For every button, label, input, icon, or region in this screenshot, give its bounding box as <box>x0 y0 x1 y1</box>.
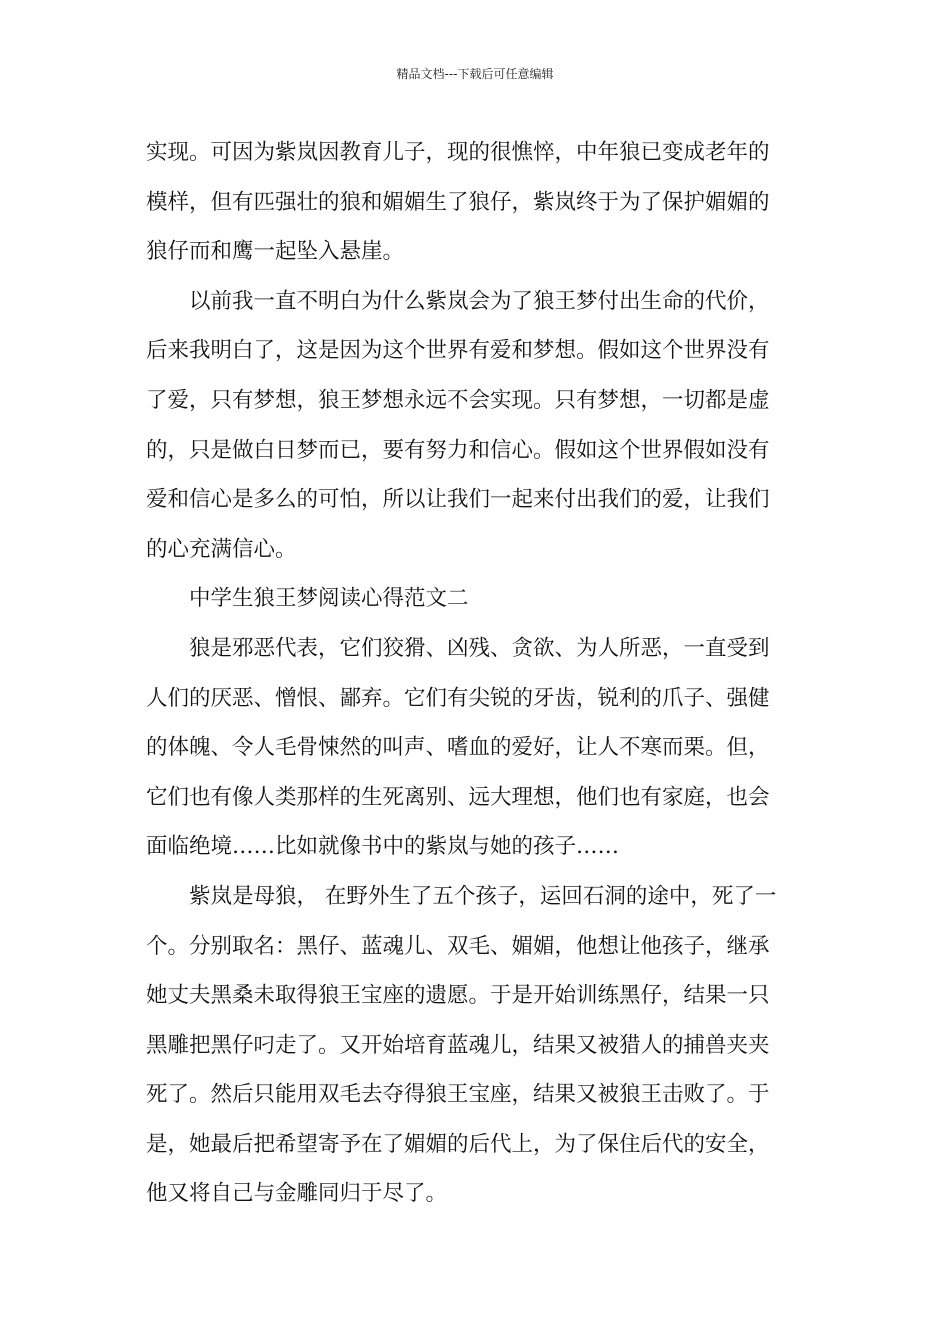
paragraph-first-line: 以前我一直不明白为什么紫岚会为了狼王梦付出生命的代价， <box>189 288 770 314</box>
document-body <box>146 128 806 1219</box>
text-line: 个。分别取名：黑仔、蓝魂儿、双毛、媚媚，他想让他孩子，继承 <box>146 933 770 959</box>
text-line: 狼仔而和鹰一起坠入悬崖。 <box>146 239 405 265</box>
text-line: 它们也有像人类那样的生死离别、远大理想，他们也有家庭，也会 <box>146 784 770 810</box>
text-line: 的心充满信心。 <box>146 536 297 562</box>
text-line: 黑雕把黑仔叼走了。又开始培育蓝魂儿，结果又被猎人的捕兽夹夹 <box>146 1032 770 1058</box>
text-line: 是，她最后把希望寄予在了媚媚的后代上，为了保住后代的安全， <box>146 1131 770 1157</box>
paragraph-first-line: 狼是邪恶代表，它们狡猾、凶残、贪欲、为人所恶，一直受到 <box>189 635 770 661</box>
text-line: 人们的厌恶、憎恨、鄙弃。它们有尖锐的牙齿，锐利的爪子、强健 <box>146 685 770 711</box>
text-line: 他又将自己与金雕同归于尽了。 <box>146 1181 448 1207</box>
text-line: 她丈夫黑桑未取得狼王宝座的遗愿。于是开始训练黑仔，结果一只 <box>146 983 770 1009</box>
text-line: 的体魄、令人毛骨悚然的叫声、嗜血的爱好，让人不寒而栗。但， <box>146 735 770 761</box>
page-header: 精品文档---下载后可任意编辑 <box>396 67 554 81</box>
text-line: 模样，但有匹强壮的狼和媚媚生了狼仔，紫岚终于为了保护媚媚的 <box>146 189 770 215</box>
text-line: 面临绝境……比如就像书中的紫岚与她的孩子…… <box>146 834 620 860</box>
text-line: 实现。可因为紫岚因教育儿子，现的很憔悴，中年狼已变成老年的 <box>146 140 770 165</box>
paragraph-first-line: 紫岚是母狼， 在野外生了五个孩子，运回石洞的途中，死了一 <box>189 883 777 909</box>
text-line: 了爱，只有梦想，狼王梦想永远不会实现。只有梦想，一切都是虚 <box>146 387 770 413</box>
text-line: 爱和信心是多么的可怕，所以让我们一起来付出我们的爱，让我们 <box>146 487 770 513</box>
text-line: 死了。然后只能用双毛去夺得狼王宝座，结果又被狼王击败了。于 <box>146 1082 770 1108</box>
text-line: 的，只是做白日梦而已，要有努力和信心。假如这个世界假如没有 <box>146 437 770 463</box>
text-line: 后来我明白了，这是因为这个世界有爱和梦想。假如这个世界没有 <box>146 338 770 364</box>
section-heading: 中学生狼王梦阅读心得范文二 <box>189 586 469 612</box>
